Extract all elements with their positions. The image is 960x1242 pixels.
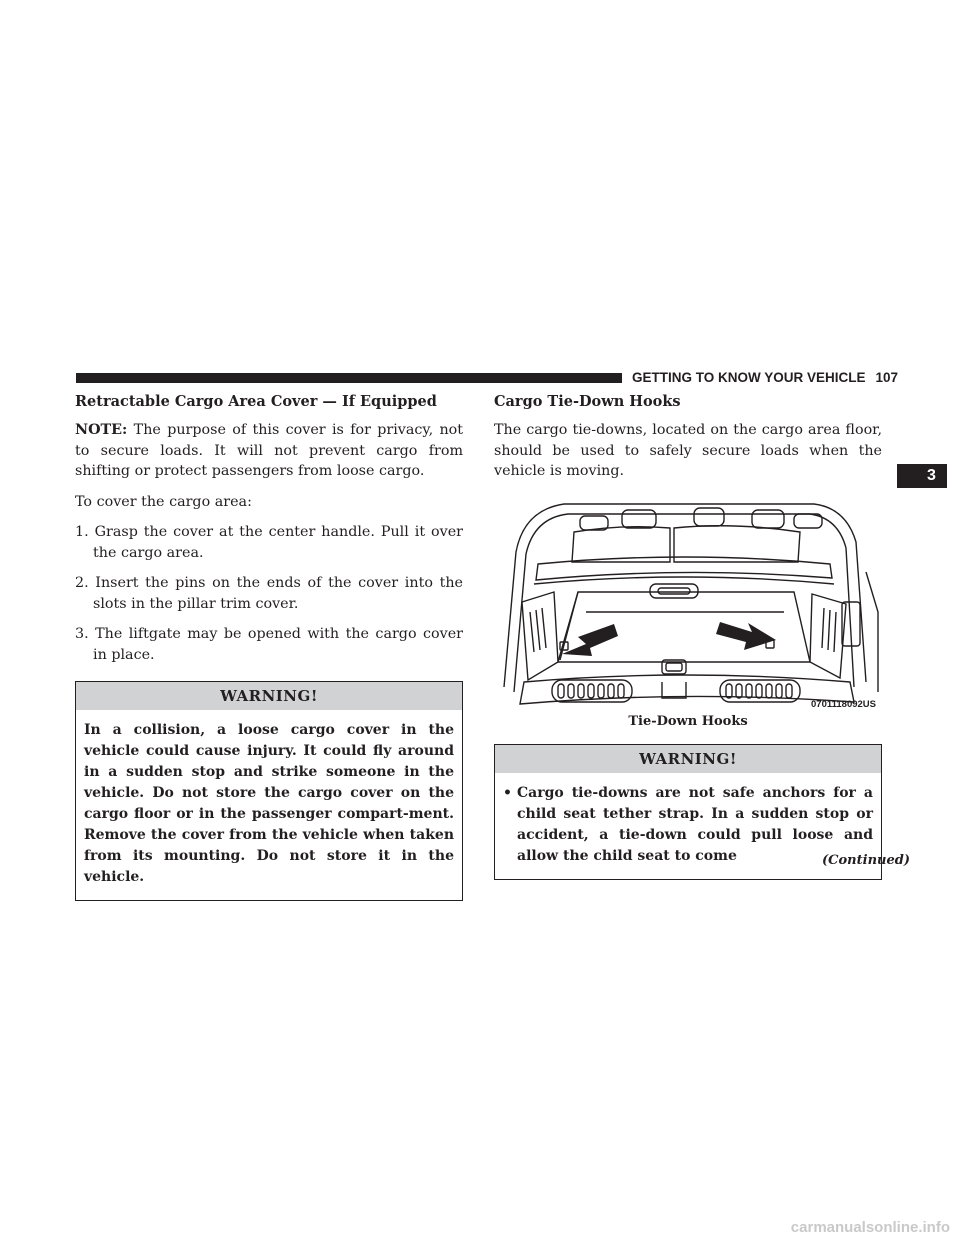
left-arrow-icon xyxy=(562,624,618,656)
steps-list xyxy=(75,522,463,665)
page-number: 107 xyxy=(875,370,899,385)
tie-down-heading: Cargo Tie-Down Hooks xyxy=(494,393,681,410)
header-rule xyxy=(76,373,622,383)
left-column xyxy=(75,392,463,901)
cargo-area-illustration xyxy=(494,492,882,714)
intro-paragraph: To cover the cargo area: xyxy=(75,493,252,510)
step-item: 1. Grasp the cover at the center handle. Pull it over the cargo area. xyxy=(75,524,463,561)
figure-id: 0701118092US xyxy=(811,698,876,710)
step-item: 3. The liftgate may be opened with the cargo cover in place. xyxy=(75,626,463,663)
note-paragraph xyxy=(75,420,463,482)
note-text: The purpose of this cover is for privacy, not to secure loads. It will not prevent cargo from shifting or protect passengers from loose cargo. xyxy=(75,422,464,479)
section-title: GETTING TO KNOW YOUR VEHICLE xyxy=(632,370,866,385)
right-arrow-icon xyxy=(716,622,776,650)
note-label: NOTE: xyxy=(75,422,128,438)
running-header xyxy=(632,367,899,389)
tie-down-intro: The cargo tie-downs, located on the cargo area floor, should be used to safely secure loads when the vehicle is moving. xyxy=(494,422,882,479)
site-watermark: carmanualsonline.info xyxy=(790,1219,950,1236)
right-column xyxy=(494,392,882,880)
warning-bullet xyxy=(503,783,873,867)
warning-title: WARNING! xyxy=(76,682,462,710)
figure-caption: Tie-Down Hooks xyxy=(628,713,748,729)
continued-label: (Continued) xyxy=(822,853,910,868)
warning-text: In a collision, a loose cargo cover in the vehicle could cause injury. It could fly around in a sudden stop and strike someone in the vehicle. Do not store the cargo cover on the cargo floor or in the passenger compart-ment. Remove the cover from the vehicle when taken from its mounting. Do not store it in the vehicle. xyxy=(84,722,454,885)
bullet-symbol: • xyxy=(503,784,512,801)
step-item: 2. Insert the pins on the ends of the cover into the slots in the pillar trim cover. xyxy=(75,575,463,612)
bullet-text: Cargo tie-downs are not safe anchors for a child seat tether strap. In a sudden stop or accident, a tie-down could pull loose and allow the child seat to come xyxy=(517,784,873,864)
tie-down-figure xyxy=(494,492,882,714)
cargo-cover-warning xyxy=(75,681,463,901)
cargo-cover-heading: Retractable Cargo Area Cover — If Equipped xyxy=(75,393,437,410)
chapter-tab: 3 xyxy=(897,464,947,488)
warning-title: WARNING! xyxy=(495,745,881,773)
